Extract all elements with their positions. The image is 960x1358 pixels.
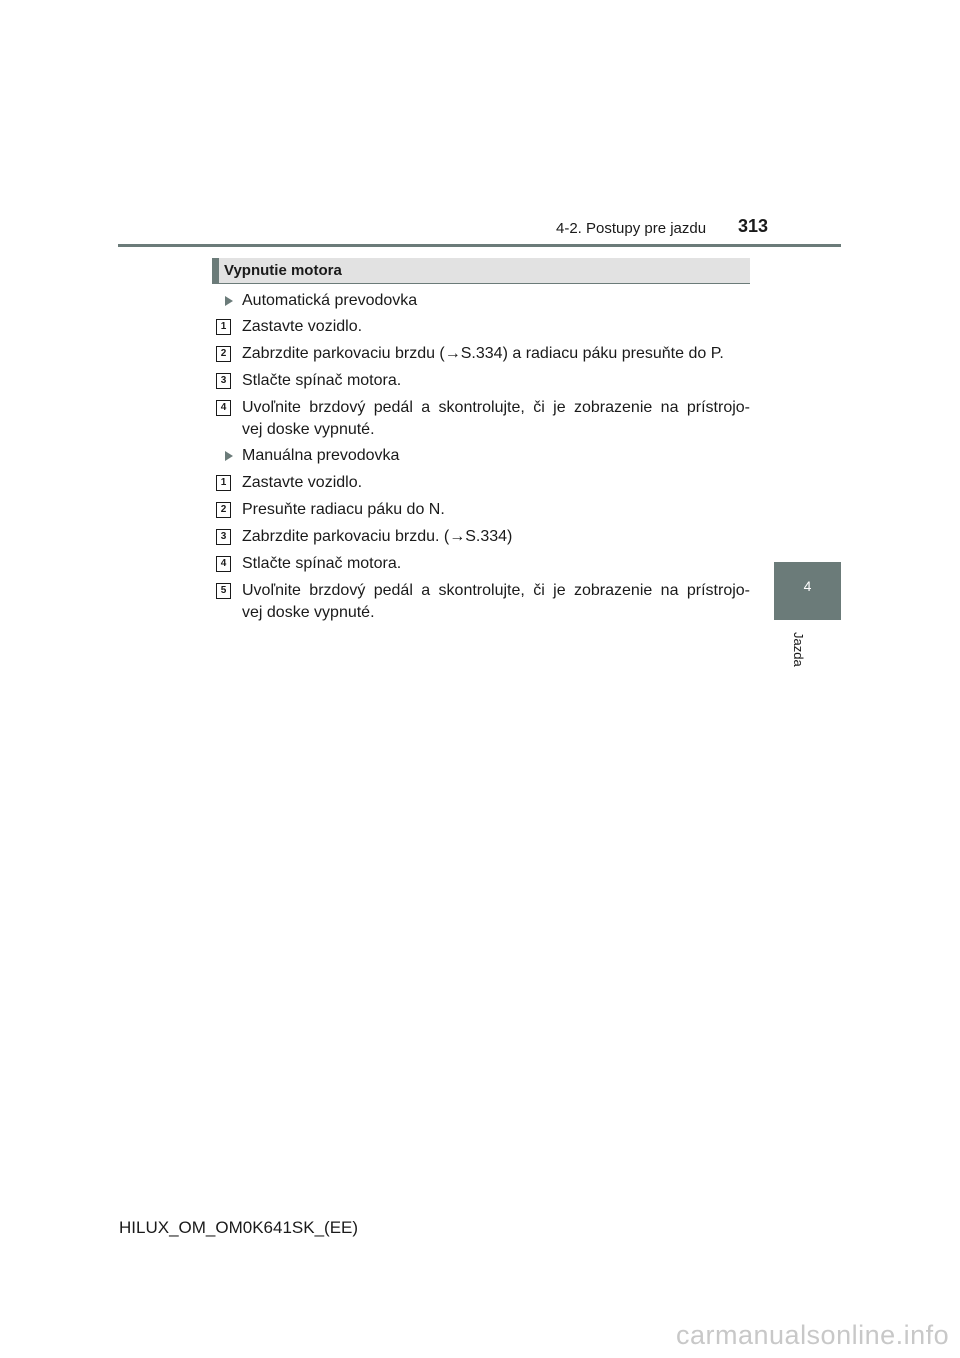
section-heading: Vypnutie motora (224, 262, 342, 279)
step-badge: 5 (216, 583, 231, 599)
chapter-tab-number: 4 (803, 578, 812, 594)
step-text: Presuňte radiacu páku do N. (242, 501, 445, 518)
step-text: Uvoľnite brzdový pedál a skontrolujte, či je zobrazenie na prístrojo- (242, 582, 750, 599)
step-badge: 1 (216, 319, 231, 335)
step-text: Uvoľnite brzdový pedál a skontrolujte, či je zobrazenie na prístrojo- (242, 399, 750, 416)
header-rule (118, 244, 841, 247)
step-badge: 4 (216, 556, 231, 572)
step-text: Zastavte vozidlo. (242, 318, 363, 335)
step-badge: 2 (216, 346, 231, 362)
step-text: Zastavte vozidlo. (242, 474, 363, 491)
step-text: Stlačte spínač motora. (242, 372, 402, 389)
step-badge: 4 (216, 400, 231, 416)
step-badge: 2 (216, 502, 231, 518)
triangle-bullet-icon (225, 296, 233, 306)
chapter-tab-label: Jazda (791, 632, 806, 667)
step-text: Zabrzdite parkovaciu brzdu. (→S.334) (242, 528, 513, 545)
step-text-continued: vej doske vypnuté. (242, 421, 375, 438)
watermark: carmanualsonline.info (676, 1320, 950, 1350)
document-code: HILUX_OM_OM0K641SK_(EE) (119, 1218, 359, 1237)
step-badge: 3 (216, 529, 231, 545)
triangle-bullet-icon (225, 451, 233, 461)
step-text-continued: vej doske vypnuté. (242, 604, 375, 621)
subheading-manual: Manuálna prevodovka (242, 447, 400, 464)
step-text: Stlačte spínač motora. (242, 555, 402, 572)
step-badge: 3 (216, 373, 231, 389)
page-number: 313 (738, 216, 769, 236)
running-header-section: 4-2. Postupy pre jazdu (556, 220, 707, 237)
step-text: Zabrzdite parkovaciu brzdu (→S.334) a radiacu páku presuňte do P. (242, 345, 724, 362)
step-badge: 1 (216, 475, 231, 491)
subheading-automatic: Automatická prevodovka (242, 292, 418, 309)
